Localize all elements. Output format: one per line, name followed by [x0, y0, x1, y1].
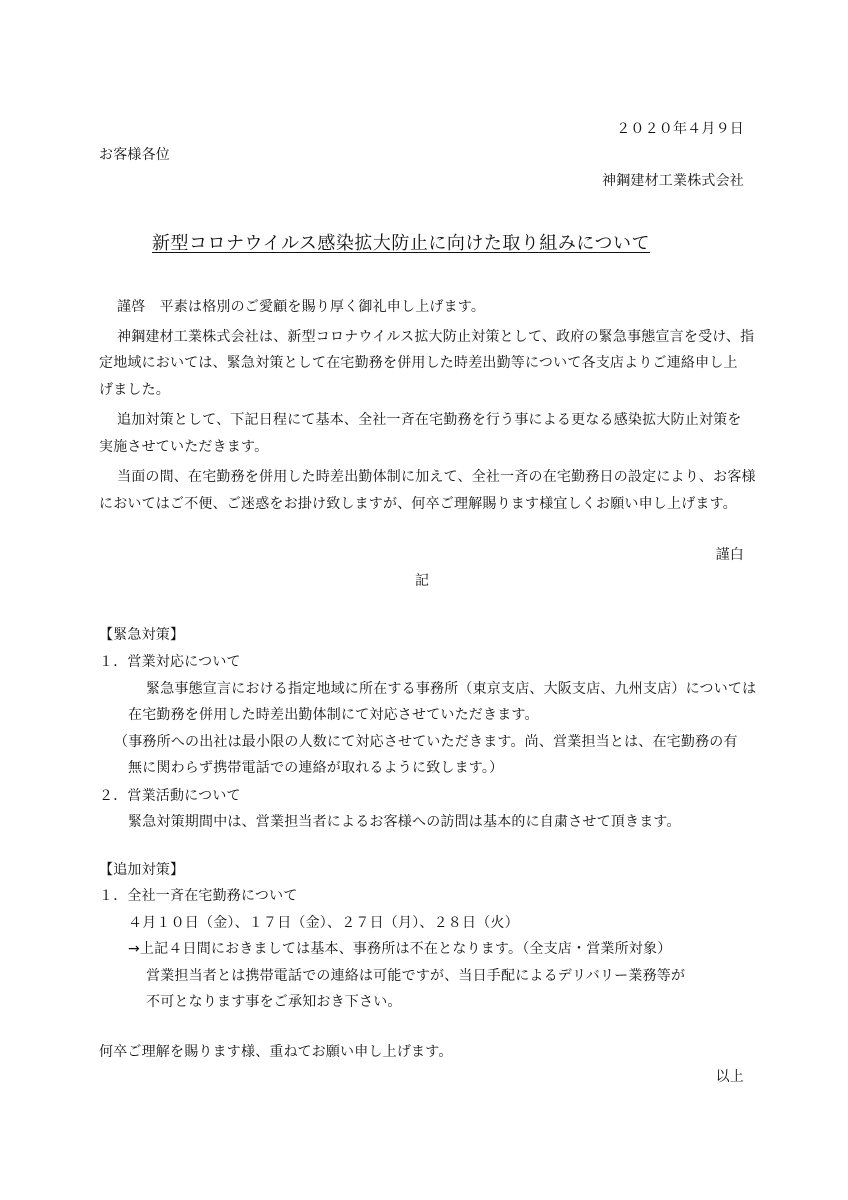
home-work-dates: ４月１０日（金）、１７日（金）、２７日（月）、２８日（火） — [128, 915, 519, 931]
emergency-item-2-line-1: 緊急対策期間中は、営業担当者によるお客様への訪問は基本的に自粛させて頂きます。 — [128, 814, 681, 830]
emergency-item-1-line-3: （事務所への出社は最小限の人数にて対応させていただきます。尚、営業担当とは、在宅勤務の有 — [114, 734, 738, 750]
additional-heading: 【追加対策】 — [99, 862, 185, 878]
emergency-item-1-line-4: 無に関わらず携帯電話での連絡が取れるように致します。） — [128, 760, 504, 776]
paragraph-2-line-1: 追加対策として、下記日程にて基本、全社一斉在宅勤務を行う事による更なる感染拡大防止対策を — [117, 412, 742, 428]
paragraph-3-line-1: 当面の間、在宅勤務を併用した時差出勤体制に加えて、全社一斉の在宅勤務日の設定により、お客様 — [117, 469, 756, 485]
recipient: お客様各位 — [99, 147, 170, 163]
paragraph-1-line-1: 神鋼建材工業株式会社は、新型コロナウイルス拡大防止対策として、政府の緊急事態宣言を受け、指 — [117, 329, 755, 345]
paragraph-1-line-3: げました。 — [99, 382, 170, 398]
greeting: 謹啓 平素は格別のご愛顧を賜り厚く御礼申し上げます。 — [117, 299, 486, 315]
emergency-item-2-title: ２．営業活動について — [99, 788, 241, 804]
document-title: 新型コロナウイルス感染拡大防止に向けた取り組みについて — [152, 233, 651, 254]
paragraph-2-line-2: 実施させていただきます。 — [99, 439, 269, 455]
emergency-item-1-line-1: 緊急事態宣言における指定地域に所在する事務所（東京支店、大阪支店、九州支店）については — [146, 681, 757, 697]
additional-item-1-title: １．全社一斉在宅勤務について — [99, 888, 298, 904]
paragraph-1-line-2: 定地域においては、緊急対策として在宅勤務を併用した時差出勤等について各支店よりご連絡申し上 — [99, 355, 738, 371]
closing-request: 何卒ご理解を賜ります様、重ねてお願い申し上げます。 — [99, 1044, 453, 1060]
document-date: ２０２０年４月９日 — [616, 121, 744, 137]
end-ijou: 以上 — [715, 1069, 744, 1085]
ki-marker: 記 — [415, 573, 430, 589]
paragraph-3-line-2: においてはご不便、ご迷惑をお掛け致しますが、何卒ご理解賜ります様宜しくお願い申し上げます。 — [99, 496, 737, 512]
emergency-item-1-title: １．営業対応について — [99, 654, 241, 670]
additional-note-1: →上記４日間におきましては基本、事務所は不在となります。（全支店・営業所対象） — [128, 941, 672, 957]
emergency-heading: 【緊急対策】 — [99, 627, 185, 643]
company-name: 神鋼建材工業株式会社 — [602, 173, 744, 189]
additional-note-3: 不可となります事をご承知おき下さい。 — [146, 994, 402, 1010]
emergency-item-1-line-2: 在宅勤務を併用した時差出勤体制にて対応させていただきます。 — [128, 707, 539, 723]
additional-note-2: 営業担当者とは携帯電話での連絡は可能ですが、当日手配によるデリバリー業務等が — [146, 968, 686, 984]
closing-kinpaku: 謹白 — [715, 547, 744, 563]
